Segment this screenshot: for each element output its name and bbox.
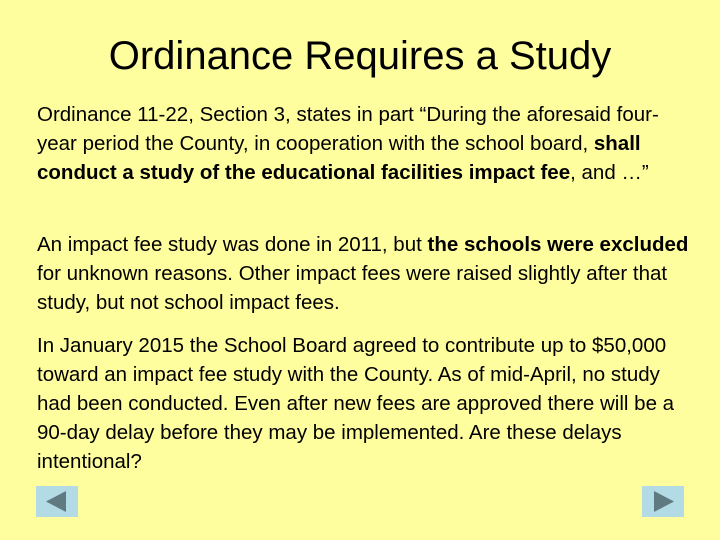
bold-text: shall conduct a study of the educational facilities impact fee	[37, 132, 641, 184]
text: In January 2015 the School Board agreed to contribute up to $50,000 toward an impact fee study with the County. As of mid-April, no study had been conducted. Even after new fees are approved there will be a 90-day delay before they may be implemented. Are these delays intentional?	[37, 334, 675, 473]
text: , and …”	[570, 161, 649, 184]
paragraph-ordinance-quote	[37, 100, 697, 187]
paragraph-2011-study	[37, 230, 697, 317]
slide-title: Ordinance Requires a Study	[108, 34, 612, 78]
triangle-left-icon	[36, 486, 78, 517]
paragraph-2015-agreement	[37, 331, 697, 476]
text: for unknown reasons. Other impact fees were raised slightly after that study, but not school impact fees.	[37, 262, 668, 314]
text: An impact fee study was done in 2011, but	[37, 233, 428, 256]
text: Ordinance 11-22, Section 3, states in part “During the aforesaid four-year period the County, in cooperation with the school board,	[37, 103, 659, 155]
bold-text: the schools were excluded	[427, 233, 689, 256]
triangle-right-icon	[642, 486, 684, 517]
next-slide-button[interactable]	[642, 486, 684, 517]
previous-slide-button[interactable]	[36, 486, 78, 517]
